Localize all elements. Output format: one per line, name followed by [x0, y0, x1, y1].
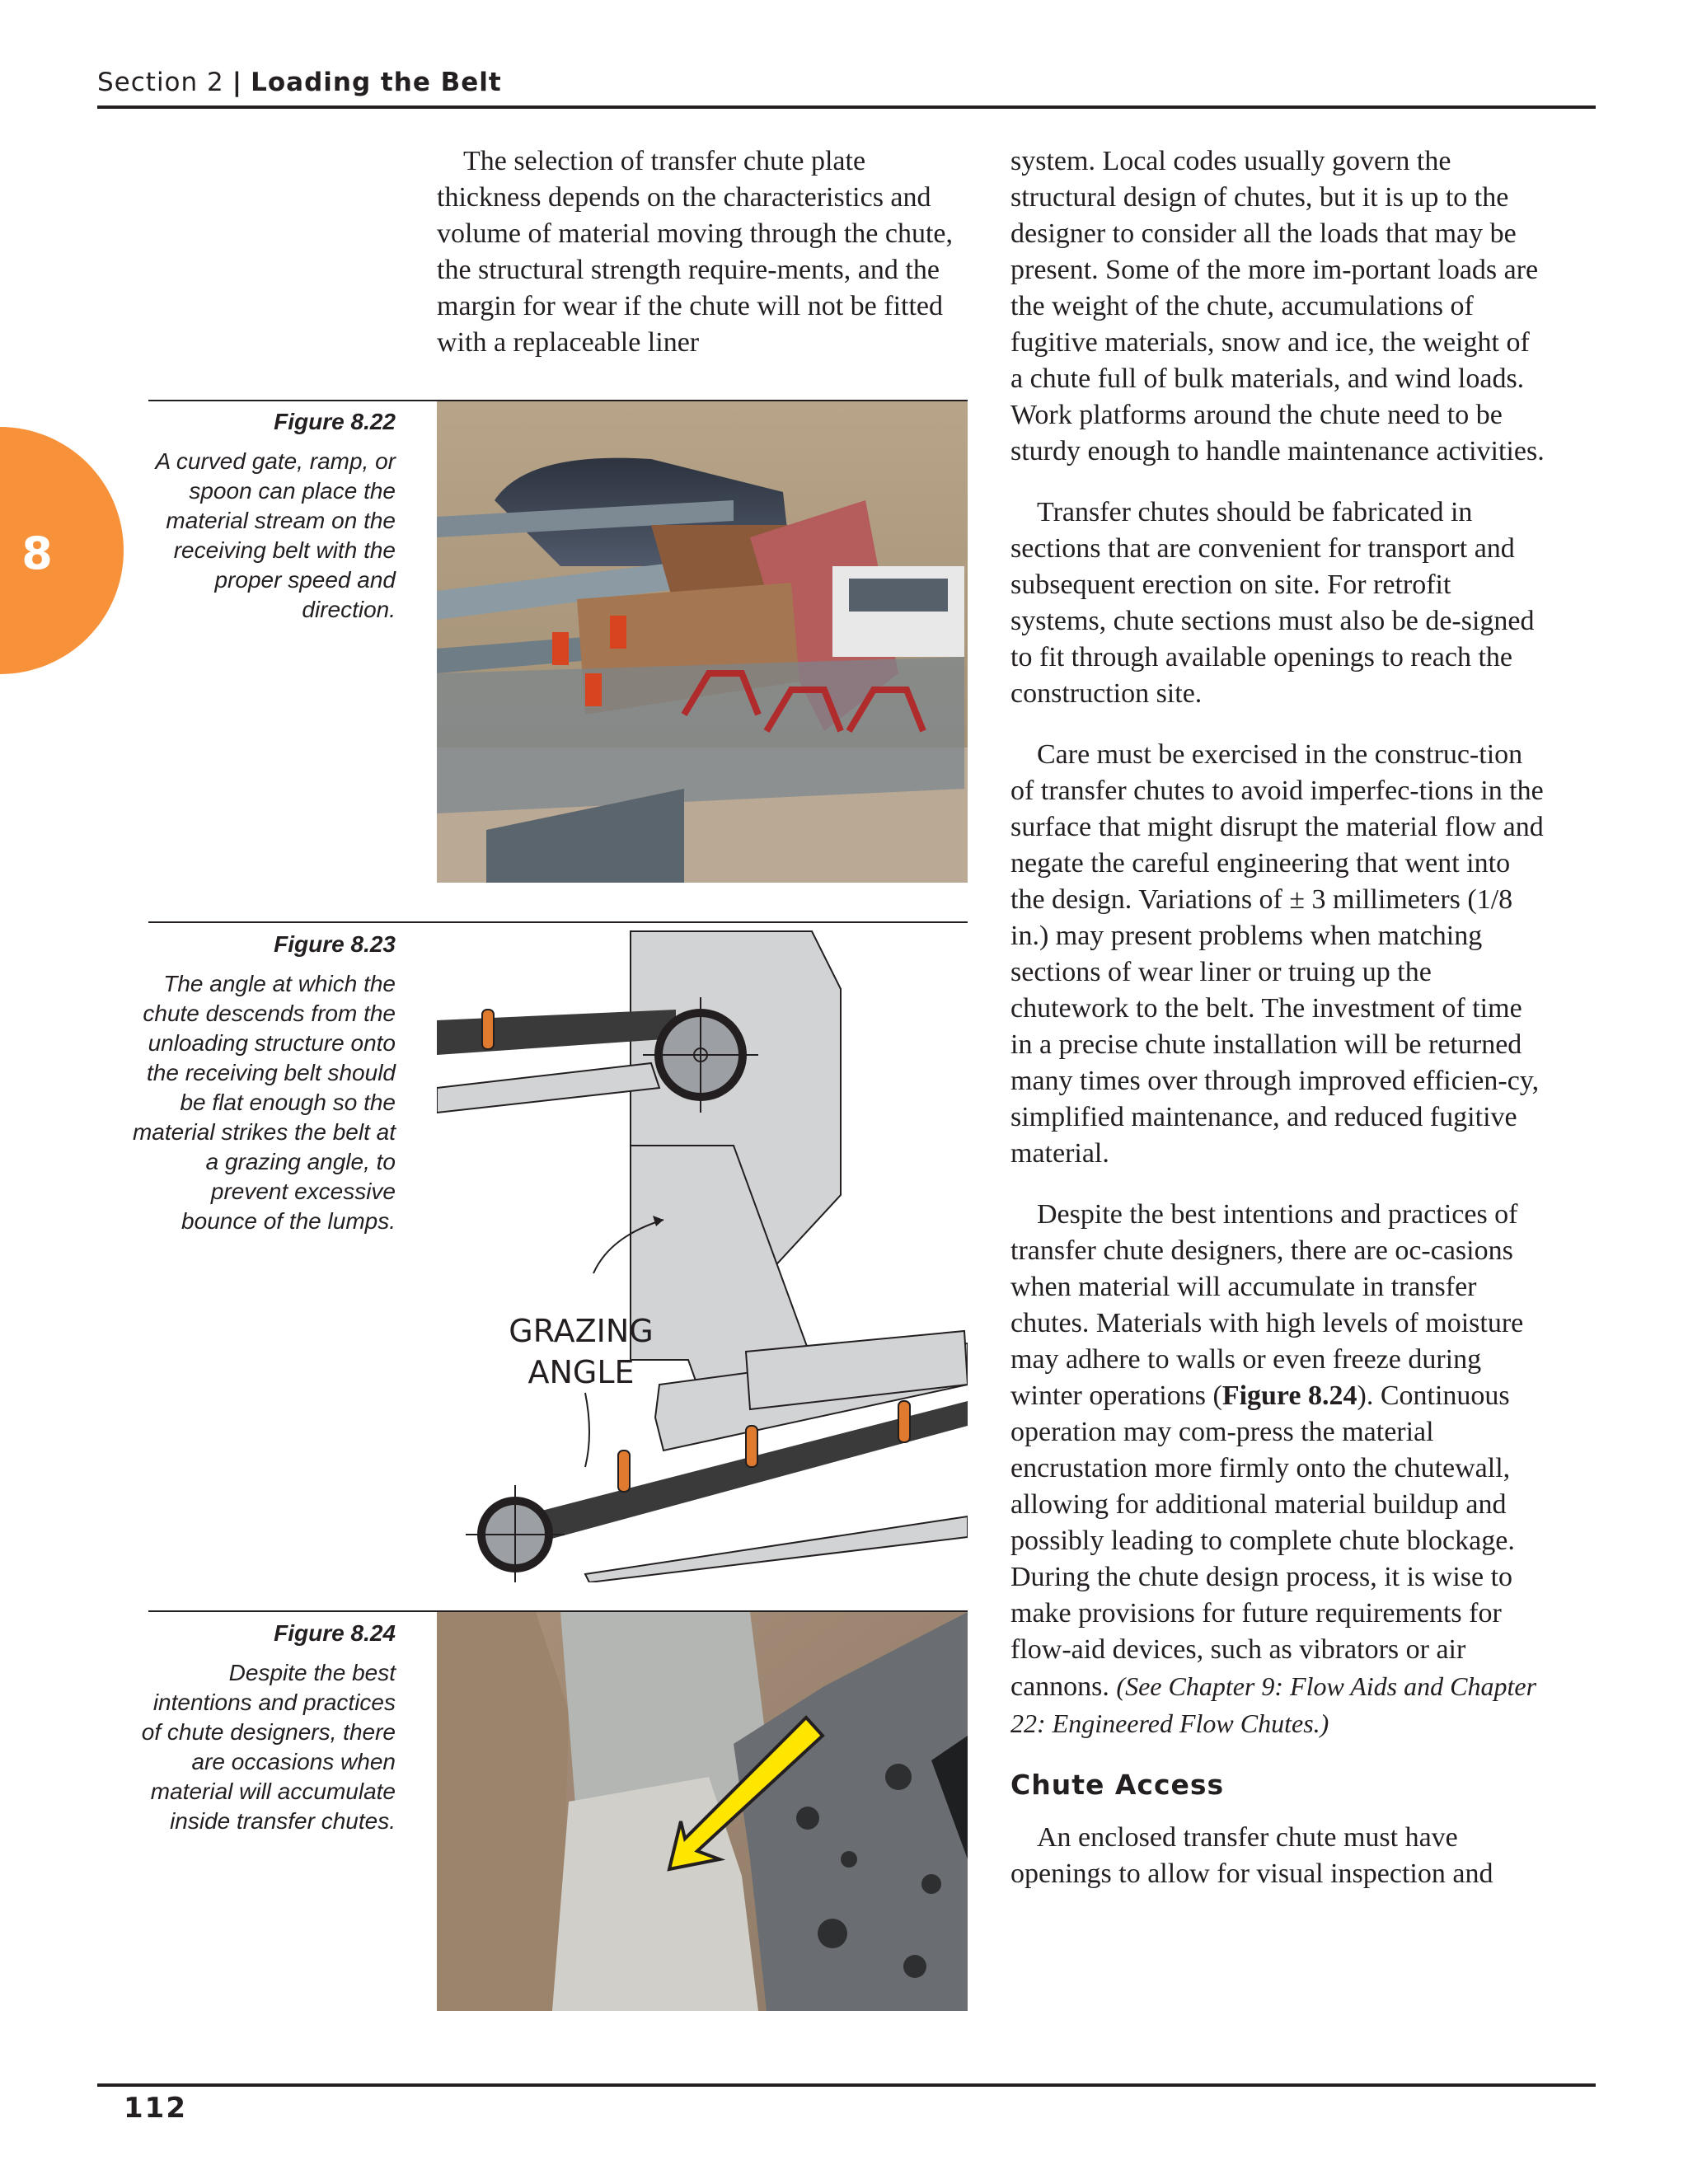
- paragraph-4: [1010, 1197, 1546, 1742]
- figure-title: Figure 8.24: [274, 1620, 396, 1646]
- angle-arrow: [585, 1393, 589, 1467]
- figure-8-22-photo: [437, 401, 968, 883]
- figure-caption-text: A curved gate, ramp, or spoon can place the material stream on the receiving belt with the proper speed and direction.: [155, 448, 396, 622]
- figure-title: Figure 8.23: [274, 931, 396, 957]
- intro-paragraph: The selection of transfer chute plate thickness depends on the characteristics and volume of material moving through the chute, the structural strength require-ments, and the margin for wear if the chute will not be fitted with a replaceable liner: [437, 146, 954, 358]
- section-heading: Chute Access: [1010, 1769, 1225, 1801]
- figure-caption-text: The angle at which the chute descends from the unloading structure onto the receiving belt should be flat enough so the material strikes the belt at a grazing angle, to prevent excessive bounce of the lumps.: [132, 971, 396, 1234]
- paragraph-4-text-b: ). Continuous operation may com-press the material encrustation more firmly onto the chutewall, allowing for additional material buildup and possibly leading to complete chute blockage. During the chute design process, it is wise to make provisions for future requirements for flow-aid devices, such as vibrators or air cannons.: [1010, 1380, 1515, 1702]
- paragraph-2: Transfer chutes should be fabricated in sections that are convenient for transport and subsequent erection on site. For retrofit systems, chute sections must also be de-signed to fit through available openings to reach the construction site.: [1010, 497, 1535, 709]
- figure-title: Figure 8.22: [274, 409, 396, 434]
- footer-rule: [97, 2083, 1596, 2087]
- chapter-cross-reference: (See Chapter 9: Flow Aids and Chapter 22: Engineered Flow Chutes.): [1010, 1671, 1537, 1738]
- idler-icon: [746, 1426, 757, 1467]
- idler-icon: [898, 1401, 910, 1442]
- figure-8-23-diagram: [437, 923, 968, 1582]
- chapter-tab-number: 8: [21, 527, 53, 579]
- header-rule: [97, 105, 1596, 109]
- header-title: Loading the Belt: [251, 68, 502, 97]
- paragraph-5: An enclosed transfer chute must have openings to allow for visual inspection and: [1010, 1822, 1493, 1889]
- figure-caption: [132, 407, 396, 625]
- running-header: [97, 68, 502, 97]
- grazing-label-line1: GRAZING: [509, 1313, 654, 1349]
- right-column: [1010, 143, 1546, 1917]
- idler-icon: [618, 1451, 630, 1492]
- figure-reference: Figure 8.24: [1221, 1380, 1357, 1411]
- upper-belt-return: [437, 1063, 659, 1113]
- figure-caption-text: Despite the best intentions and practices of chute designers, there are occasions when material will accumulate inside transfer chutes.: [141, 1660, 396, 1834]
- figure-caption: [132, 930, 396, 1236]
- grazing-label-line2: ANGLE: [528, 1354, 635, 1390]
- paragraph-1: system. Local codes usually govern the structural design of chutes, but it is up to the designer to consider all the loads that may be present. Some of the more im-portant loads are the weight of the chute, accumulations of fugitive materials, snow and ice, the weight of a chute full of bulk materials, and wind loads. Work platforms around the chute need to be sturdy enough to handle maintenance activities.: [1010, 146, 1545, 466]
- receiving-belt-return: [585, 1516, 968, 1582]
- paragraph-4-text-a: Despite the best intentions and practices of transfer chute designers, there are oc-casions when material will accumulate in transfer chutes. Materials with high levels of moisture may adhere to walls or even freeze during winter operations (: [1010, 1199, 1524, 1411]
- grazing-angle-diagram: [437, 923, 968, 1582]
- figure-caption: [132, 1619, 396, 1836]
- idler-icon: [482, 1010, 494, 1049]
- conveyor-transfer-photo: [437, 401, 968, 883]
- header-separator: |: [232, 68, 243, 97]
- paragraph-3: Care must be exercised in the construc-tion of transfer chutes to avoid imperfec-tions in the surface that might disrupt the material flow and negate the careful engineering that went into the design. Variations of ± 3 millimeters (1/8 in.) may present problems when matching sections of wear liner or truing up the chutework to the belt. The investment of time in a precise chute installation will be returned many times over through improved efficien-cy, simplified maintenance, and reduced fugitive material.: [1010, 739, 1544, 1169]
- page-number: 112: [124, 2092, 187, 2125]
- header-section: Section 2: [97, 68, 224, 97]
- chute-buildup-photo: [437, 1612, 968, 2011]
- figure-8-24-photo: [437, 1612, 968, 2011]
- intro-column: [437, 143, 973, 386]
